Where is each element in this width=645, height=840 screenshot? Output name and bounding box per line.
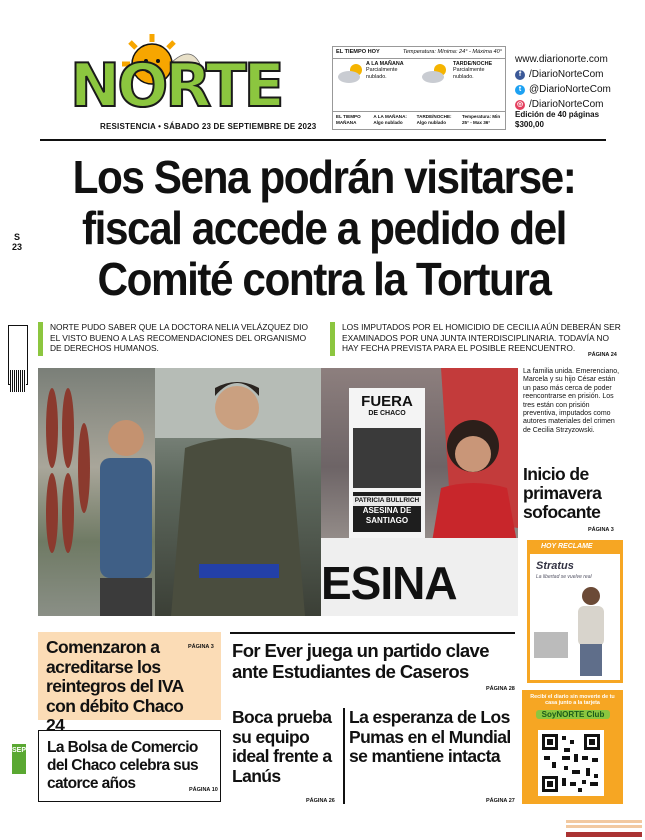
facebook-icon: f xyxy=(515,70,525,80)
photo-caption: La familia unida. Emerenciano, Marcela y su hijo César están un paso más cerca de poder reencontrarse en prisión. Los tres están con prisión preventiva, imputados como autores materiales del crimen de Cecilia Strzyzowski. xyxy=(523,368,620,434)
story-bolsa[interactable] xyxy=(38,730,221,802)
weather-night-desc: Parcialmente nublado. xyxy=(453,67,485,80)
weather-temp: Temperatura: Mínima: 24° - Máxima 40° xyxy=(402,49,502,55)
story-rule xyxy=(230,632,515,634)
story-divider xyxy=(343,708,345,804)
promo-brand: SoyNORTE Club xyxy=(536,710,610,719)
story-forever-page: PÁGINA 28 xyxy=(486,686,515,692)
reclame-model-image xyxy=(566,584,616,676)
weather-night-label: TARDE/NOCHE xyxy=(453,61,493,67)
weather-title: EL TIEMPO HOY xyxy=(336,49,380,55)
facebook-text: /DiarioNorteCom xyxy=(529,69,604,80)
side-date-letter: S xyxy=(14,232,21,242)
lead-page-ref: PÁGINA 24 xyxy=(588,352,617,358)
weather-morning-label: A LA MAÑANA xyxy=(366,61,404,67)
main-headline[interactable] xyxy=(54,152,595,305)
protest-sign-line-4: ASESINA DE xyxy=(362,506,412,515)
weather-foot-morning: A LA MAÑANA: Algo nublado xyxy=(373,114,407,125)
twitter-text: @DiarioNorteCom xyxy=(529,84,611,95)
cloud-sun-icon xyxy=(336,62,366,89)
cloud-sun-icon xyxy=(420,62,450,89)
weather-header xyxy=(333,47,505,59)
photo-cesar xyxy=(155,368,321,616)
protest-sign-line-5: SANTIAGO xyxy=(365,516,409,525)
headline-line-2: fiscal accede a pedido del xyxy=(82,202,566,254)
story-forever-title[interactable]: For Ever juega un partido clave ante Estudiantes de Caseros xyxy=(232,640,489,682)
dateline: RESISTENCIA • SÁBADO 23 DE SEPTIEMBRE DE 2023 xyxy=(100,122,317,131)
protest-sign-bottom xyxy=(353,496,421,526)
protest-sign-line-1: FUERA xyxy=(361,393,413,410)
barcode-icon xyxy=(10,370,26,392)
side-date-tag xyxy=(12,232,22,252)
photo-protest xyxy=(321,368,518,616)
lead-accent-bar xyxy=(330,322,335,356)
twitter-link[interactable] xyxy=(515,82,611,97)
social-links xyxy=(515,52,611,112)
weather-foot-afternoon: TARDE/NOCHE: Algo nublado xyxy=(416,114,452,125)
weather-morning xyxy=(366,61,414,80)
weather-tomorrow xyxy=(333,111,505,130)
reclame-card xyxy=(530,554,620,680)
side-story-title[interactable]: Inicio de primavera sofocante xyxy=(523,464,602,522)
footer-decoration xyxy=(566,832,642,837)
reclame-thumb xyxy=(534,632,568,658)
story-iva[interactable] xyxy=(38,632,221,735)
weather-night xyxy=(453,61,503,80)
sep-badge: SEP xyxy=(12,744,26,774)
weather-morning-desc: Parcialmente nublado. xyxy=(366,67,398,80)
protest-sign xyxy=(357,394,417,418)
protest-sign-line-3: PATRICIA BULLRICH xyxy=(354,497,420,504)
side-date-number: 23 xyxy=(12,242,23,252)
edition-info xyxy=(515,110,599,130)
story-iva-title: Comenzaron a acreditarse los reintegros del IVA con débito Chaco 24 xyxy=(46,637,184,735)
weather-foot-title: EL TIEMPO MAÑANA xyxy=(336,114,361,125)
story-boca-title[interactable]: Boca prueba su equipo ideal frente a Lanús xyxy=(232,707,332,786)
qr-code-icon[interactable] xyxy=(538,730,604,796)
protest-banner: ESINA xyxy=(321,557,457,609)
story-bolsa-page: PÁGINA 10 xyxy=(189,787,218,793)
promo-text: Recibí el diario sin moverte de tu casa junto a la tarjeta xyxy=(530,694,615,707)
facebook-link[interactable] xyxy=(515,67,611,82)
reclame-slogan: La libertad se vuelve real xyxy=(536,574,592,580)
masthead-rule xyxy=(40,139,606,141)
headline-line-3: Comité contra la Tortura xyxy=(97,253,551,305)
story-pumas-title[interactable]: La esperanza de Los Pumas en el Mundial se mantiene intacta xyxy=(349,707,511,766)
soynorte-club-promo[interactable] xyxy=(522,690,623,804)
story-iva-page: PÁGINA 3 xyxy=(188,644,214,650)
edition-pages: Edición de 40 páginas xyxy=(515,110,600,119)
edition-price: $300,00 xyxy=(515,120,544,129)
weather-box xyxy=(332,46,506,130)
story-pumas-page: PÁGINA 27 xyxy=(486,798,515,804)
footer-decoration xyxy=(566,820,642,828)
instagram-text: /DiarioNorteCom xyxy=(529,99,604,110)
story-bolsa-title: La Bolsa de Comercio del Chaco celebra sus catorce años xyxy=(47,739,199,792)
instagram-icon: ◎ xyxy=(516,100,524,108)
weather-foot-temp: Temperatura: Min 25° - Max 36° xyxy=(461,114,501,125)
photo-emerenciano xyxy=(38,368,155,616)
reclame-title: HOY RECLAME xyxy=(541,543,593,550)
reclame-product: Stratus xyxy=(536,560,574,572)
twitter-icon: t xyxy=(515,85,525,95)
logo-wordmark xyxy=(70,34,300,116)
lead-accent-bar xyxy=(38,322,43,356)
site-url[interactable] xyxy=(515,52,611,67)
protest-sign-line-2: DE CHACO xyxy=(368,410,406,417)
lead-right: LOS IMPUTADOS POR EL HOMICIDIO DE CECILIA AÚN DEBERÁN SER EXAMINADOS POR UNA JUNTA INTERDISCIPLINARIA. TODAVÍA NO HAY FECHA PREVISTA PARA EL POSIBLE REENCUENTRO. xyxy=(342,322,621,354)
story-boca-page: PÁGINA 26 xyxy=(306,798,335,804)
logo-text: NORTE xyxy=(70,51,282,116)
headline-line-1: Los Sena podrán visitarse: xyxy=(72,151,576,203)
side-story-page: PÁGINA 3 xyxy=(588,527,614,533)
lead-left: NORTE PUDO SABER QUE LA DOCTORA NELIA VELÁZQUEZ DIO EL VISTO BUENO A LAS RECOMENDACIONES DEL ORGANISMO DE DERECHOS HUMANOS. xyxy=(50,322,308,354)
hoy-reclame-ad[interactable] xyxy=(527,540,623,683)
site-url-text: www.diarionorte.com xyxy=(515,54,608,65)
